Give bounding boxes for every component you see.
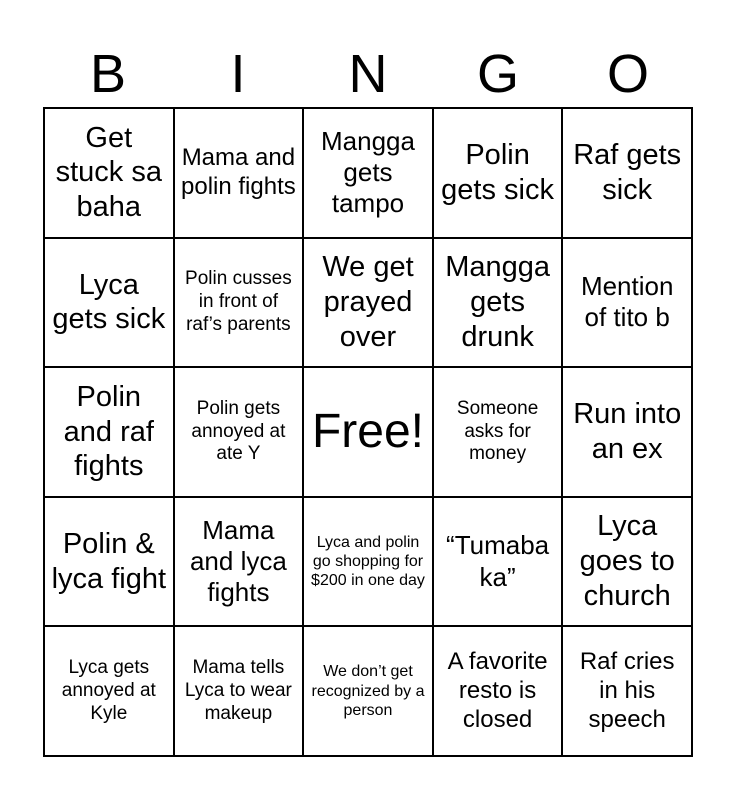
- bingo-cell[interactable]: Get stuck sa baha: [44, 108, 174, 238]
- bingo-cell[interactable]: We get prayed over: [303, 238, 433, 368]
- bingo-cell[interactable]: Mama and polin fights: [174, 108, 304, 238]
- bingo-cell[interactable]: Raf cries in his speech: [562, 626, 692, 756]
- header-letter-b: B: [89, 44, 127, 104]
- bingo-cell[interactable]: Mangga gets tampo: [303, 108, 433, 238]
- header-letter-o: O: [606, 44, 649, 104]
- bingo-cell[interactable]: Lyca and polin go shopping for $200 in one day: [303, 497, 433, 627]
- bingo-cell[interactable]: Mama tells Lyca to wear makeup: [174, 626, 304, 756]
- bingo-cell[interactable]: Polin cusses in front of raf’s parents: [174, 238, 304, 368]
- bingo-cell[interactable]: Lyca gets annoyed at Kyle: [44, 626, 174, 756]
- bingo-cell[interactable]: A favorite resto is closed: [433, 626, 563, 756]
- free-space-cell[interactable]: Free!: [303, 367, 433, 497]
- bingo-cell[interactable]: “Tumaba ka”: [433, 497, 563, 627]
- bingo-cell[interactable]: Run into an ex: [562, 367, 692, 497]
- bingo-cell[interactable]: Lyca gets sick: [44, 238, 174, 368]
- bingo-cell[interactable]: We don’t get recognized by a person: [303, 626, 433, 756]
- bingo-cell[interactable]: Lyca goes to church: [562, 497, 692, 627]
- bingo-cell[interactable]: Polin and raf fights: [44, 367, 174, 497]
- bingo-cell[interactable]: Polin gets annoyed at ate Y: [174, 367, 304, 497]
- bingo-cell[interactable]: Polin & lyca fight: [44, 497, 174, 627]
- header-letter-g: G: [476, 44, 519, 104]
- bingo-cell[interactable]: Mangga gets drunk: [433, 238, 563, 368]
- bingo-cell[interactable]: Mention of tito b: [562, 238, 692, 368]
- bingo-cell[interactable]: Raf gets sick: [562, 108, 692, 238]
- bingo-cell[interactable]: Polin gets sick: [433, 108, 563, 238]
- header-letter-i: I: [230, 44, 246, 104]
- bingo-header: [43, 40, 693, 108]
- bingo-cell[interactable]: Mama and lyca fights: [174, 497, 304, 627]
- header-letter-n: N: [348, 44, 388, 104]
- bingo-cell[interactable]: Someone asks for money: [433, 367, 563, 497]
- bingo-board: [43, 107, 693, 757]
